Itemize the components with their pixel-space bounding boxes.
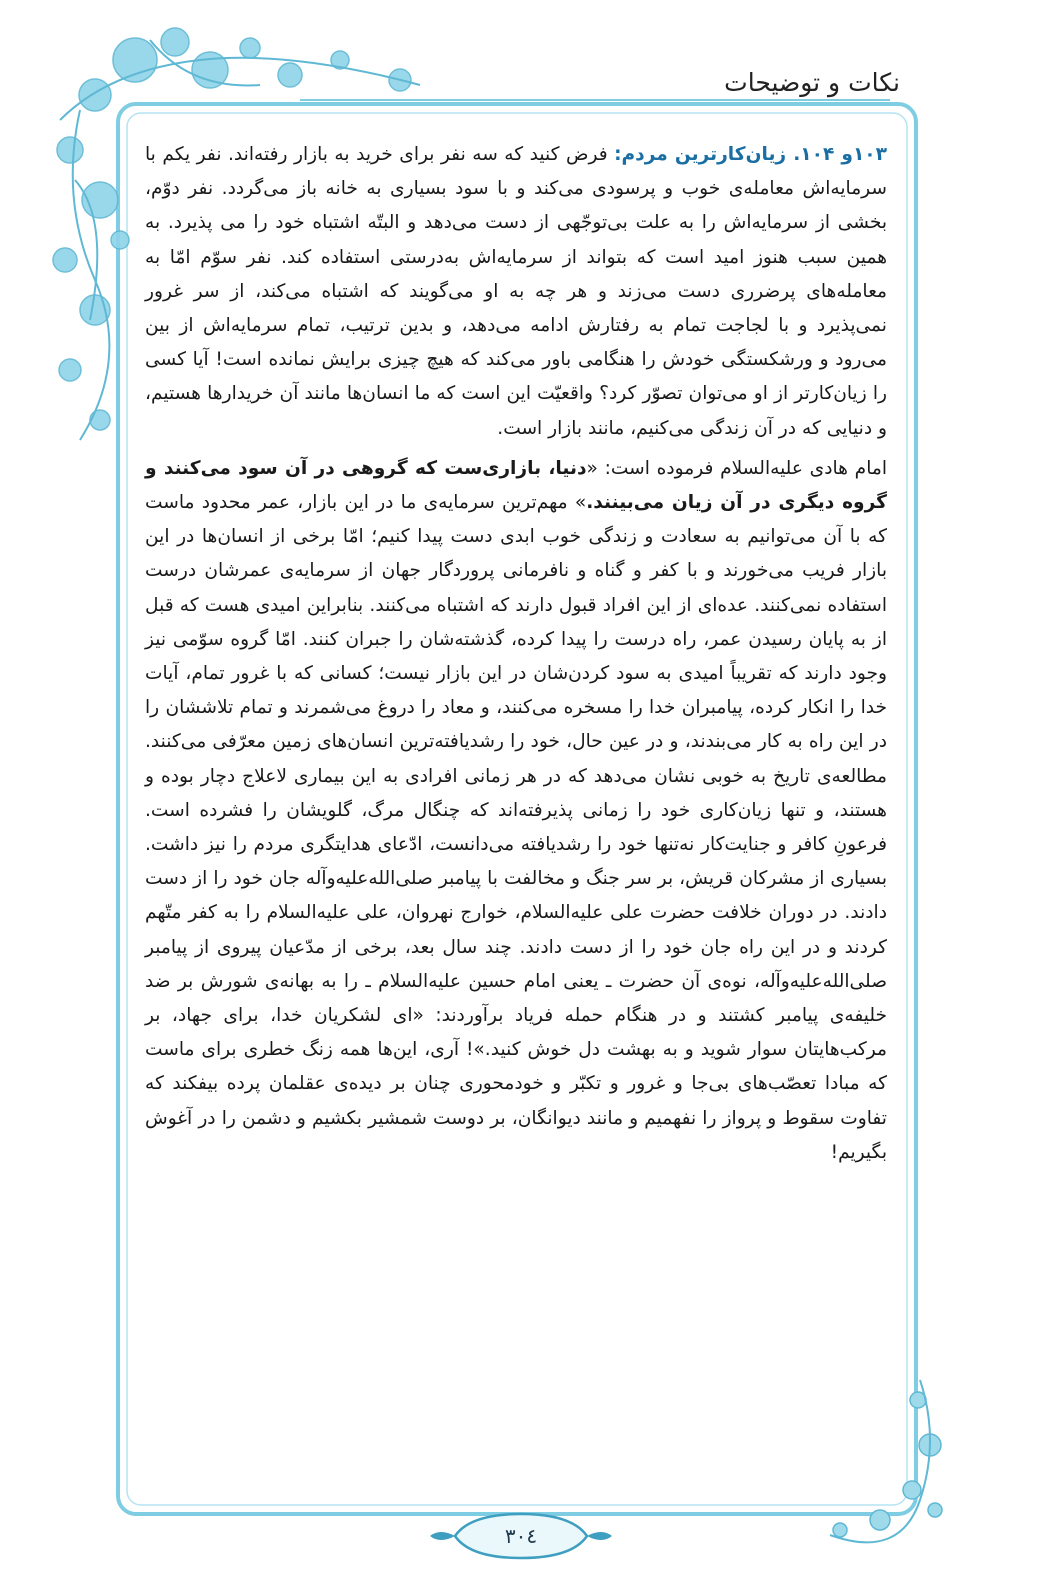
page-number: ۳۰٤ bbox=[504, 1524, 538, 1548]
paragraph-text: فرض کنید که سه نفر برای خرید به بازار رفته‌اند. نفر یکم با سرمایه‌اش معامله‌ی خوب و پرسودی می‌کند و با سود بسیاری به خانه باز می‌گردد. نفر دوّم، بخشی از سرمایه‌اش را به علت بی‌توجّهی از دست می‌دهد و البتّه اشتباه خود را می پذیرد. به همین سبب هنوز امید است که بتواند از سرمایه‌اش به‌درستی استفاده کند. نفر سوّم امّا به معامله‌های پرضرری دست می‌زند و هر چه به او می‌گویند که اشتباه می‌کند، از سر غرور نمی‌پذیرد و با لجاجت تمام به رفتارش ادامه می‌دهد، و بدین ترتیب، تمام سرمایه‌اش از بین می‌رود و ورشکستگی خودش را هنگامی باور می‌کند که هیچ چیزی برایش نمانده است! آیا کسی را زیان‌کارتر از او می‌توان تصوّر کرد؟ واقعیّت این است که ما انسان‌ها مانند آن خریدارها هستیم، و دنیایی که در آن زندگی می‌کنیم، مانند بازار است. bbox=[145, 144, 887, 439]
paragraph-heading: ۱۰۳و ۱۰۴. زیان‌کارترین مردم: bbox=[614, 144, 887, 165]
paragraph-1 bbox=[145, 138, 887, 446]
body-text bbox=[145, 138, 887, 1176]
section-title: نکات و توضیحات bbox=[724, 68, 900, 97]
paragraph-2 bbox=[145, 452, 887, 1170]
hadith-quote: دنیا، بازاری‌ست که گروهی در آن سود می‌کنند و گروه دیگری در آن زیان می‌بینند. bbox=[145, 457, 887, 514]
paragraph-intro: امام هادی عليه‌السلام فرموده است: « bbox=[586, 457, 887, 479]
paragraph-text: » مهم‌ترین سرمایه‌ی ما در این بازار، عمر محدود ماست که با آن می‌توانیم به سعادت و زندگی خوب ابدی دست پیدا کنیم؛ امّا برخی از انسان‌ها در این بازار فریب می‌خورند و با کفر و گناه و نافرمانی پروردگار جهان از سرمایه‌ی عمرشان درست استفاده نمی‌کنند. عده‌ای از این افراد قبول دارند که اشتباه می‌کنند. بنابراین امیدی هست که قبل از به پایان رسیدن عمر، راه درست را پیدا کرده، گذشته‌شان را جبران کنند. امّا گروه سوّمی نیز وجود دارند که تقریباً امیدی به سود کردن‌شان در این بازار نیست؛ کسانی که با غرور تمام، آیات خدا را انکار کرده، پیامبران خدا را مسخره می‌کنند، و معاد را دروغ می‌شمرند و تمام تلاششان را در این راه به کار می‌بندند، و در عین حال، خود را رشدیافته‌ترین انسان‌های زمین معرّفی می‌کنند. مطالعه‌ی تاریخ به خوبی نشان می‌دهد که در هر زمانی افرادی به این بیماری لاعلاج دچار بوده و هستند، و تنها زیان‌کاری خود را زمانی پذیرفته‌اند که چنگال مرگ، گلویشان را فشرده است. فرعونِ کافر و جنایت‌کار نه‌تنها خود را رشدیافته می‌دانست، ادّعای هدایتگری مردم را نیز داشت. بسیاری از مشرکان قریش، بر سر جنگ و مخالفت با پیامبر صلی‌الله‌علیه‌وآله جان خود را از دست دادند. در دوران خلافت حضرت علی عليه‌السلام، خوارج نهروان، علی عليه‌السلام را به کفر متّهم کردند و در این راه جان خود را از دست دادند. چند سال بعد، برخی از مدّعیان پیروی از پیامبر صلی‌الله‌علیه‌وآله، نوه‌ی آن حضرت ـ یعنی امام حسین عليه‌السلام ـ را به بهانه‌ی شورش بر ضد خلیفه‌ی پیامبر کشتند و در هنگام حمله فریاد برآوردند: «ای لشکریان خدا، برای جهاد، بر مرکب‌هایتان سوار شوید و به بهشت دل خوش کنید.»! آری، این‌ها همه زنگ خطری برای ماست که مبادا تعصّب‌های بی‌جا و غرور و تکبّر و خودمحوری چنان بر دیده‌ی عقلمان پرده بیفکند که تفاوت سقوط و پرواز را نفهمیم و مانند دیوانگان، بر دوست شمشیر بکشیم و دشمن را در آغوش بگیریم! bbox=[145, 492, 887, 1163]
